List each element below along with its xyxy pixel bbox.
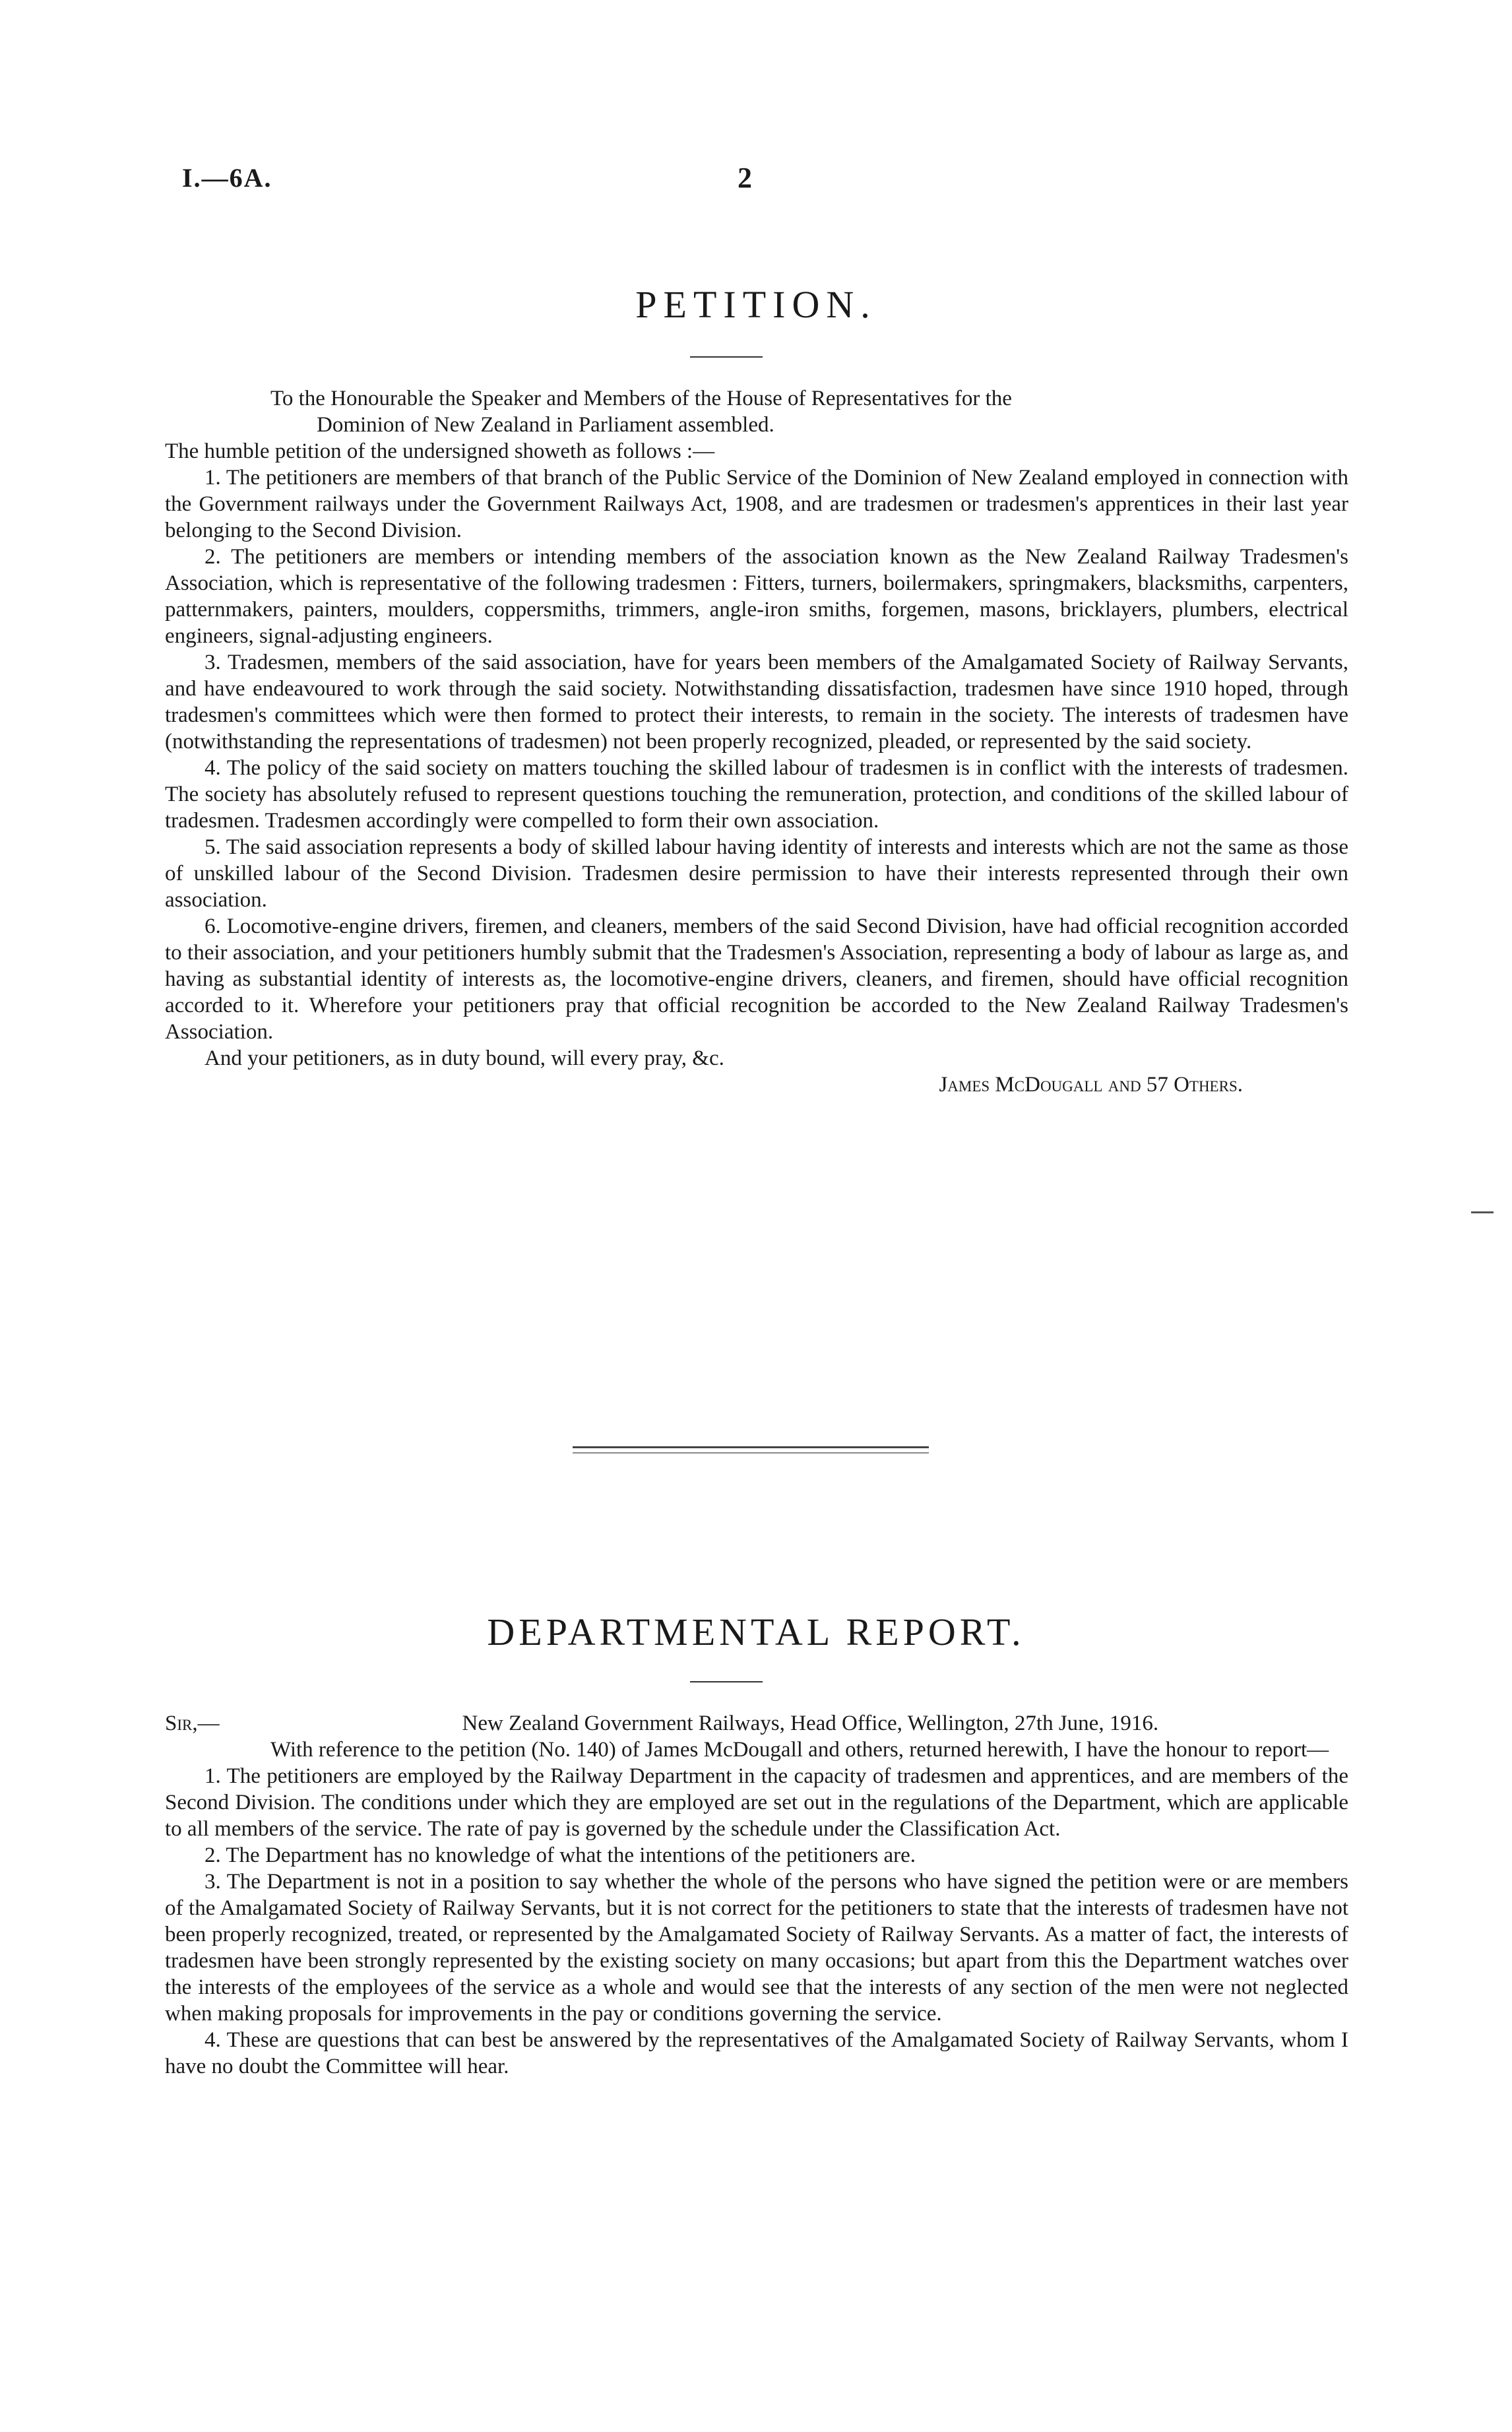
petition-paragraph-4: 4. The policy of the said society on matters touching the skilled labour of tradesmen is in conflict with the interests of tradesmen. The society has absolutely refused to represent questions touching the remuneration, protection, and conditions of the skilled labour of tradesmen. Tradesmen accordingly were compelled to form their own association.	[165, 756, 1348, 833]
report-paragraph-1: 1. The petitioners are employed by the Railway Department in the capacity of tradesmen and apprentices, and are members of the Second Division. The conditions under which they are employed are set out in the regulations of the Department, which are applicable to all members of the service. The rate of pay is governed by the schedule under the Classification Act.	[165, 1764, 1348, 1841]
petition-paragraph-5: 5. The said association represents a body of skilled labour having identity of interests and interests which are not the same as those of unskilled labour of the Second Division. Tradesmen desire permission to have their interests represented through their own association.	[165, 835, 1348, 912]
report-title-rule	[690, 1681, 763, 1682]
report-paragraph-2: 2. The Department has no knowledge of what the intentions of the petitioners are.	[205, 1843, 916, 1867]
petition-paragraph-3: 3. Tradesmen, members of the said association, have for years been members of the Amalgamated Society of Railway Servants, and have endeavoured to work through the said society. Notwithstanding dissatisfaction, tradesmen have since 1910 hoped, through tradesmen's committees which were then formed to protect their interests, to remain in the society. The interests of tradesmen have (notwithstanding the representations of tradesmen) not been properly recognized, pleaded, or represented by the said society.	[165, 651, 1348, 753]
report-opening: With reference to the petition (No. 140) of James McDougall and others, returned herewith, I have the honour to report—	[270, 1738, 1329, 1762]
petition-intro: The humble petition of the undersigned showeth as follows :—	[165, 439, 715, 463]
petition-title: PETITION.	[635, 283, 877, 326]
margin-mark	[1471, 1211, 1494, 1213]
report-paragraph-3: 3. The Department is not in a position to say whether the whole of the persons who have signed the petition were or are members of the Amalgamated Society of Railway Servants, but it is not correct for the petitioners to state that the interests of tradesmen have not been properly recognized, treated, or represented by the Amalgamated Society of Railway Servants. As a matter of fact, the interests of tradesmen have been strongly represented by the existing society on many occasions; but apart from this the Department watches over the interests of the employees of the service as a whole and would see that the interests of any section of the men were not neglected when making proposals for improvements in the pay or conditions governing the service.	[165, 1870, 1348, 2026]
page-number: 2	[738, 162, 752, 194]
section-divider	[573, 1446, 929, 1454]
petition-title-rule	[690, 356, 763, 358]
petition-paragraph-6: 6. Locomotive-engine drivers, firemen, and cleaners, members of the said Second Division, have had official recognition accorded to their association, and your petitioners humbly submit that the Tradesmen's Association, representing a body of labour as large as, and having as substantial identity of interests as, the locomotive-engine drivers, cleaners, and firemen, should have official recognition accorded to it. Wherefore your petitioners pray that official recognition be accorded to the New Zealand Railway Tradesmen's Association.	[165, 914, 1348, 1044]
report-salutation-row	[165, 1710, 1348, 1737]
report-dateline: New Zealand Government Railways, Head Office, Wellington, 27th June, 1916.	[462, 1712, 1159, 1735]
report-salutation: Sir,—	[165, 1712, 220, 1735]
petition-paragraph-2: 2. The petitioners are members or intending members of the association known as the New Zealand Railway Tradesmen's Association, which is representative of the following tradesmen : Fitters, turners, boilermakers, springmakers, blacksmiths, carpenters, patternmakers, painters, moulders, coppersmiths, trimmers, angle-iron smiths, forgemen, masons, bricklayers, plumbers, electrical engineers, signal-adjusting engineers.	[165, 545, 1348, 648]
petition-signature: James McDougall and 57 Others.	[939, 1073, 1243, 1097]
report-title: DEPARTMENTAL REPORT.	[487, 1611, 1025, 1653]
petition-address-line2: Dominion of New Zealand in Parliament assembled.	[317, 413, 774, 437]
report-body	[165, 1710, 1348, 2080]
paper-reference: I.—6A.	[182, 163, 272, 193]
petition-body	[165, 385, 1348, 1098]
petition-address-line1: To the Honourable the Speaker and Members of the House of Representatives for the	[270, 387, 1012, 410]
petition-paragraph-1: 1. The petitioners are members of that branch of the Public Service of the Dominion of New Zealand employed in connection with the Government railways under the Government Railways Act, 1908, and are tradesmen or tradesmen's apprentices in their last year belonging to the Second Division.	[165, 466, 1348, 542]
petition-closing: And your petitioners, as in duty bound, will every pray, &c.	[205, 1046, 724, 1070]
report-paragraph-4: 4. These are questions that can best be answered by the representatives of the Amalgamated Society of Railway Servants, whom I have no doubt the Committee will hear.	[165, 2028, 1348, 2078]
